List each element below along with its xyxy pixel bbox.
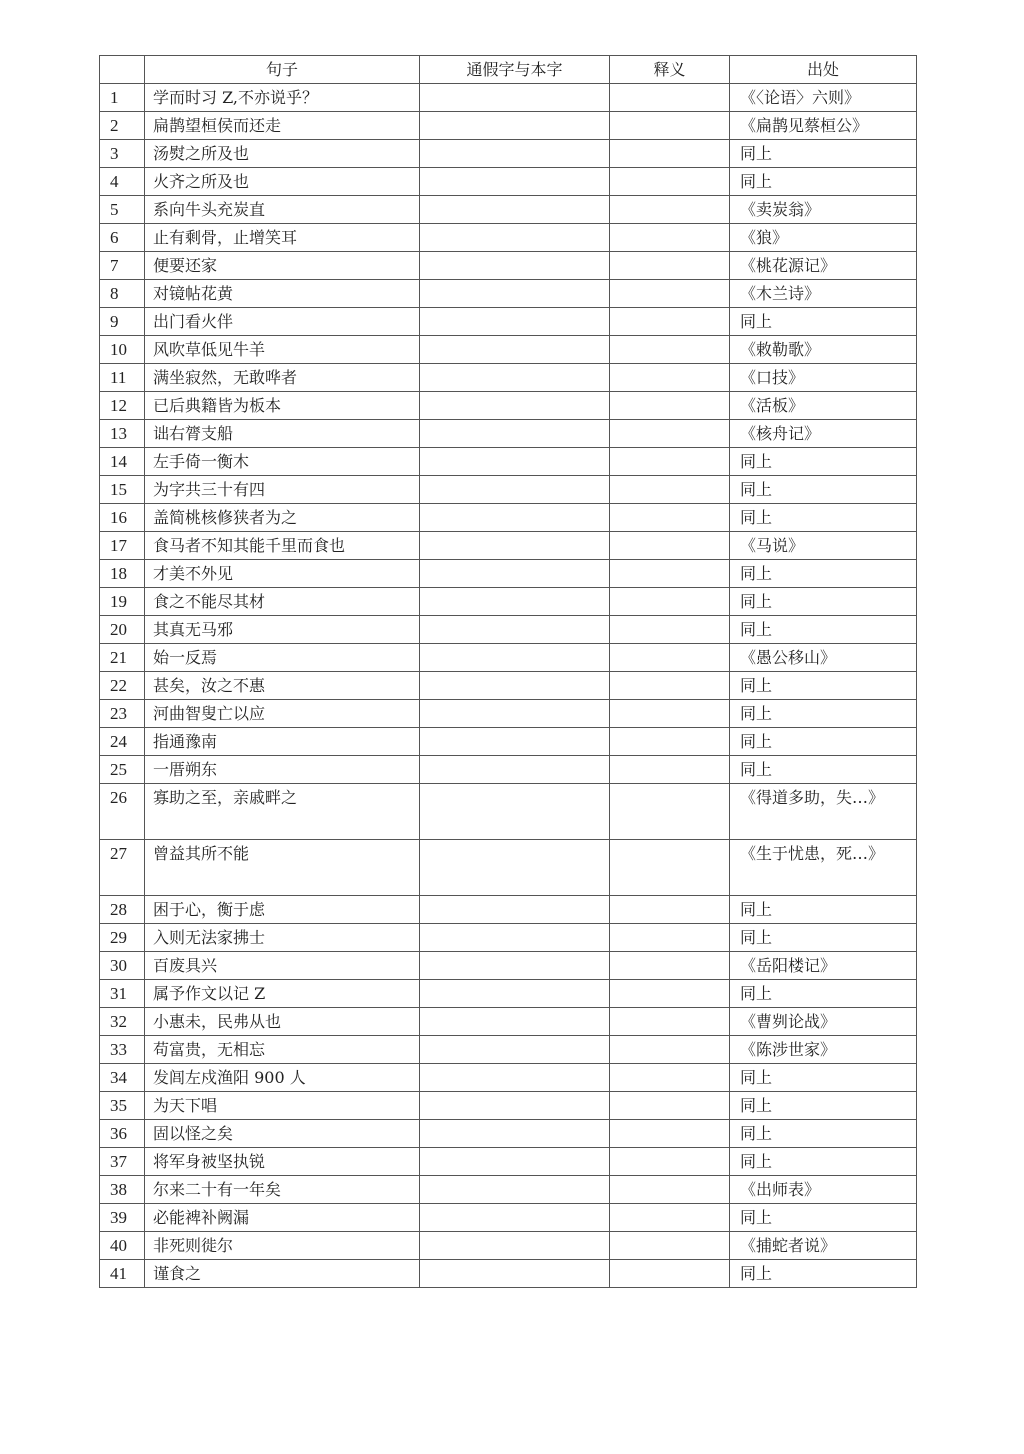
table-body bbox=[100, 84, 917, 1288]
sentence-cell: 属予作文以记 Z bbox=[145, 980, 420, 1008]
meaning-cell bbox=[610, 504, 730, 532]
meaning-cell bbox=[610, 616, 730, 644]
table-row bbox=[100, 252, 917, 280]
sentence-cell: 困于心，衡于虑 bbox=[145, 896, 420, 924]
sentence-cell: 一厝朔东 bbox=[145, 756, 420, 784]
row-number: 29 bbox=[100, 924, 145, 952]
meaning-cell bbox=[610, 1176, 730, 1204]
sentence-cell: 诎右膂支船 bbox=[145, 420, 420, 448]
meaning-cell bbox=[610, 140, 730, 168]
row-number: 17 bbox=[100, 532, 145, 560]
row-number: 11 bbox=[100, 364, 145, 392]
meaning-cell bbox=[610, 420, 730, 448]
table-row bbox=[100, 308, 917, 336]
tongjia-cell bbox=[420, 448, 610, 476]
tongjia-cell bbox=[420, 588, 610, 616]
sentence-cell: 指通豫南 bbox=[145, 728, 420, 756]
table-row bbox=[100, 392, 917, 420]
table-row bbox=[100, 952, 917, 980]
source-cell: 同上 bbox=[730, 924, 917, 952]
source-cell: 同上 bbox=[730, 560, 917, 588]
meaning-cell bbox=[610, 980, 730, 1008]
tongjia-cell bbox=[420, 784, 610, 840]
meaning-cell bbox=[610, 840, 730, 896]
tongjia-cell bbox=[420, 1064, 610, 1092]
source-cell: 同上 bbox=[730, 448, 917, 476]
row-number: 39 bbox=[100, 1204, 145, 1232]
meaning-cell bbox=[610, 476, 730, 504]
tongjia-cell bbox=[420, 1204, 610, 1232]
row-number: 35 bbox=[100, 1092, 145, 1120]
table-row bbox=[100, 616, 917, 644]
sentence-cell: 苟富贵，无相忘 bbox=[145, 1036, 420, 1064]
tongjia-cell bbox=[420, 392, 610, 420]
row-number: 19 bbox=[100, 588, 145, 616]
table-row bbox=[100, 840, 917, 896]
tongjia-cell bbox=[420, 1036, 610, 1064]
tongjia-cell bbox=[420, 532, 610, 560]
header-row bbox=[100, 56, 917, 84]
tongjia-cell bbox=[420, 224, 610, 252]
row-number: 22 bbox=[100, 672, 145, 700]
sentence-cell: 河曲智叟亡以应 bbox=[145, 700, 420, 728]
tongjia-cell bbox=[420, 84, 610, 112]
tongjia-cell bbox=[420, 616, 610, 644]
sentence-cell: 为字共三十有四 bbox=[145, 476, 420, 504]
table-row bbox=[100, 980, 917, 1008]
sentence-cell: 寡助之至，亲戚畔之 bbox=[145, 784, 420, 840]
row-number: 40 bbox=[100, 1232, 145, 1260]
meaning-cell bbox=[610, 1092, 730, 1120]
row-number: 28 bbox=[100, 896, 145, 924]
source-cell: 同上 bbox=[730, 476, 917, 504]
tongjia-cell bbox=[420, 1232, 610, 1260]
row-number: 30 bbox=[100, 952, 145, 980]
row-number: 14 bbox=[100, 448, 145, 476]
sentence-cell: 扁鹊望桓侯而还走 bbox=[145, 112, 420, 140]
sentence-cell: 汤熨之所及也 bbox=[145, 140, 420, 168]
row-number: 15 bbox=[100, 476, 145, 504]
source-cell: 《陈涉世家》 bbox=[730, 1036, 917, 1064]
table-row bbox=[100, 1036, 917, 1064]
sentence-cell: 食之不能尽其材 bbox=[145, 588, 420, 616]
meaning-cell bbox=[610, 560, 730, 588]
source-cell: 《得道多助，失…》 bbox=[730, 784, 917, 840]
header-sentence: 句子 bbox=[145, 56, 420, 84]
row-number: 26 bbox=[100, 784, 145, 840]
table-row bbox=[100, 896, 917, 924]
tongjia-cell bbox=[420, 1148, 610, 1176]
source-cell: 《马说》 bbox=[730, 532, 917, 560]
source-cell: 同上 bbox=[730, 756, 917, 784]
tongjia-cell bbox=[420, 420, 610, 448]
meaning-cell bbox=[610, 784, 730, 840]
source-cell: 《出师表》 bbox=[730, 1176, 917, 1204]
row-number: 20 bbox=[100, 616, 145, 644]
source-cell: 《桃花源记》 bbox=[730, 252, 917, 280]
row-number: 23 bbox=[100, 700, 145, 728]
meaning-cell bbox=[610, 1008, 730, 1036]
tongjia-cell bbox=[420, 1120, 610, 1148]
meaning-cell bbox=[610, 112, 730, 140]
table-row bbox=[100, 924, 917, 952]
sentence-cell: 将军身被坚执锐 bbox=[145, 1148, 420, 1176]
sentence-cell: 食马者不知其能千里而食也 bbox=[145, 532, 420, 560]
tongjia-cell bbox=[420, 364, 610, 392]
tongjia-cell bbox=[420, 896, 610, 924]
table-row bbox=[100, 1092, 917, 1120]
meaning-cell bbox=[610, 1120, 730, 1148]
meaning-cell bbox=[610, 336, 730, 364]
header-number bbox=[100, 56, 145, 84]
source-cell: 同上 bbox=[730, 1148, 917, 1176]
sentence-cell: 便要还家 bbox=[145, 252, 420, 280]
meaning-cell bbox=[610, 896, 730, 924]
tongjia-cell bbox=[420, 112, 610, 140]
meaning-cell bbox=[610, 1260, 730, 1288]
sentence-cell: 甚矣，汝之不惠 bbox=[145, 672, 420, 700]
sentence-cell: 非死则徙尔 bbox=[145, 1232, 420, 1260]
row-number: 5 bbox=[100, 196, 145, 224]
meaning-cell bbox=[610, 644, 730, 672]
sentence-cell: 火齐之所及也 bbox=[145, 168, 420, 196]
source-cell: 《狼》 bbox=[730, 224, 917, 252]
table-row bbox=[100, 224, 917, 252]
tongjia-cell bbox=[420, 756, 610, 784]
table-row bbox=[100, 700, 917, 728]
source-cell: 《扁鹊见蔡桓公》 bbox=[730, 112, 917, 140]
meaning-cell bbox=[610, 280, 730, 308]
sentence-cell: 曾益其所不能 bbox=[145, 840, 420, 896]
sentence-cell: 入则无法家拂士 bbox=[145, 924, 420, 952]
table-row bbox=[100, 728, 917, 756]
row-number: 16 bbox=[100, 504, 145, 532]
tongjia-cell bbox=[420, 252, 610, 280]
tongjia-cell bbox=[420, 1092, 610, 1120]
source-cell: 同上 bbox=[730, 168, 917, 196]
tongjia-cell bbox=[420, 280, 610, 308]
row-number: 7 bbox=[100, 252, 145, 280]
table-row bbox=[100, 1204, 917, 1232]
table-row bbox=[100, 588, 917, 616]
source-cell: 同上 bbox=[730, 1120, 917, 1148]
meaning-cell bbox=[610, 224, 730, 252]
source-cell: 《〈论语〉六则》 bbox=[730, 84, 917, 112]
tongjia-cell bbox=[420, 476, 610, 504]
table-row bbox=[100, 364, 917, 392]
sentence-cell: 对镜帖花黄 bbox=[145, 280, 420, 308]
row-number: 37 bbox=[100, 1148, 145, 1176]
table-row bbox=[100, 336, 917, 364]
source-cell: 《口技》 bbox=[730, 364, 917, 392]
tongjia-table bbox=[99, 55, 917, 1288]
source-cell: 《捕蛇者说》 bbox=[730, 1232, 917, 1260]
row-number: 13 bbox=[100, 420, 145, 448]
sentence-cell: 小惠未，民弗从也 bbox=[145, 1008, 420, 1036]
meaning-cell bbox=[610, 1036, 730, 1064]
meaning-cell bbox=[610, 252, 730, 280]
source-cell: 《愚公移山》 bbox=[730, 644, 917, 672]
source-cell: 同上 bbox=[730, 588, 917, 616]
meaning-cell bbox=[610, 1148, 730, 1176]
tongjia-cell bbox=[420, 560, 610, 588]
meaning-cell bbox=[610, 1204, 730, 1232]
table-row bbox=[100, 196, 917, 224]
source-cell: 同上 bbox=[730, 140, 917, 168]
row-number: 4 bbox=[100, 168, 145, 196]
table-row bbox=[100, 672, 917, 700]
sentence-cell: 已后典籍皆为板本 bbox=[145, 392, 420, 420]
table-row bbox=[100, 168, 917, 196]
meaning-cell bbox=[610, 448, 730, 476]
source-cell: 同上 bbox=[730, 1064, 917, 1092]
meaning-cell bbox=[610, 168, 730, 196]
row-number: 1 bbox=[100, 84, 145, 112]
row-number: 36 bbox=[100, 1120, 145, 1148]
sentence-cell: 其真无马邪 bbox=[145, 616, 420, 644]
tongjia-cell bbox=[420, 504, 610, 532]
sentence-cell: 止有剩骨，止增笑耳 bbox=[145, 224, 420, 252]
header-source: 出处 bbox=[730, 56, 917, 84]
row-number: 8 bbox=[100, 280, 145, 308]
table-row bbox=[100, 476, 917, 504]
sentence-cell: 满坐寂然，无敢哗者 bbox=[145, 364, 420, 392]
source-cell: 同上 bbox=[730, 896, 917, 924]
source-cell: 《卖炭翁》 bbox=[730, 196, 917, 224]
tongjia-cell bbox=[420, 168, 610, 196]
sentence-cell: 谨食之 bbox=[145, 1260, 420, 1288]
header-meaning: 释义 bbox=[610, 56, 730, 84]
source-cell: 同上 bbox=[730, 980, 917, 1008]
table-row bbox=[100, 448, 917, 476]
source-cell: 同上 bbox=[730, 1092, 917, 1120]
row-number: 25 bbox=[100, 756, 145, 784]
table-row bbox=[100, 784, 917, 840]
tongjia-cell bbox=[420, 924, 610, 952]
sentence-cell: 为天下唱 bbox=[145, 1092, 420, 1120]
source-cell: 《生于忧患，死…》 bbox=[730, 840, 917, 896]
meaning-cell bbox=[610, 1232, 730, 1260]
sentence-cell: 始一反焉 bbox=[145, 644, 420, 672]
meaning-cell bbox=[610, 364, 730, 392]
meaning-cell bbox=[610, 392, 730, 420]
source-cell: 《活板》 bbox=[730, 392, 917, 420]
sentence-cell: 盖简桃核修狭者为之 bbox=[145, 504, 420, 532]
source-cell: 同上 bbox=[730, 308, 917, 336]
meaning-cell bbox=[610, 532, 730, 560]
source-cell: 同上 bbox=[730, 1204, 917, 1232]
table-row bbox=[100, 756, 917, 784]
tongjia-cell bbox=[420, 980, 610, 1008]
table-row bbox=[100, 1148, 917, 1176]
table-row bbox=[100, 140, 917, 168]
source-cell: 同上 bbox=[730, 616, 917, 644]
table-row bbox=[100, 504, 917, 532]
row-number: 6 bbox=[100, 224, 145, 252]
table-row bbox=[100, 644, 917, 672]
tongjia-cell bbox=[420, 140, 610, 168]
row-number: 18 bbox=[100, 560, 145, 588]
row-number: 31 bbox=[100, 980, 145, 1008]
source-cell: 《敕勒歌》 bbox=[730, 336, 917, 364]
sentence-cell: 出门看火伴 bbox=[145, 308, 420, 336]
table-row bbox=[100, 1064, 917, 1092]
row-number: 32 bbox=[100, 1008, 145, 1036]
sentence-cell: 左手倚一衡木 bbox=[145, 448, 420, 476]
source-cell: 《核舟记》 bbox=[730, 420, 917, 448]
row-number: 24 bbox=[100, 728, 145, 756]
table-row bbox=[100, 1260, 917, 1288]
table-row bbox=[100, 420, 917, 448]
sentence-cell: 才美不外见 bbox=[145, 560, 420, 588]
source-cell: 《岳阳楼记》 bbox=[730, 952, 917, 980]
row-number: 3 bbox=[100, 140, 145, 168]
row-number: 38 bbox=[100, 1176, 145, 1204]
sentence-cell: 尔来二十有一年矣 bbox=[145, 1176, 420, 1204]
tongjia-cell bbox=[420, 728, 610, 756]
sentence-cell: 发闾左戍渔阳 900 人 bbox=[145, 1064, 420, 1092]
meaning-cell bbox=[610, 196, 730, 224]
source-cell: 《曹刿论战》 bbox=[730, 1008, 917, 1036]
tongjia-cell bbox=[420, 700, 610, 728]
row-number: 10 bbox=[100, 336, 145, 364]
table-row bbox=[100, 84, 917, 112]
source-cell: 同上 bbox=[730, 700, 917, 728]
source-cell: 同上 bbox=[730, 1260, 917, 1288]
source-cell: 《木兰诗》 bbox=[730, 280, 917, 308]
row-number: 41 bbox=[100, 1260, 145, 1288]
table-row bbox=[100, 280, 917, 308]
row-number: 34 bbox=[100, 1064, 145, 1092]
tongjia-cell bbox=[420, 672, 610, 700]
sentence-cell: 学而时习 Z,不亦说乎？ bbox=[145, 84, 420, 112]
meaning-cell bbox=[610, 84, 730, 112]
table-row bbox=[100, 112, 917, 140]
table-row bbox=[100, 1008, 917, 1036]
sentence-cell: 百废具兴 bbox=[145, 952, 420, 980]
tongjia-cell bbox=[420, 1008, 610, 1036]
meaning-cell bbox=[610, 1064, 730, 1092]
sentence-cell: 风吹草低见牛羊 bbox=[145, 336, 420, 364]
sentence-cell: 必能裨补阙漏 bbox=[145, 1204, 420, 1232]
row-number: 27 bbox=[100, 840, 145, 896]
table-row bbox=[100, 1232, 917, 1260]
meaning-cell bbox=[610, 756, 730, 784]
table-row bbox=[100, 532, 917, 560]
row-number: 9 bbox=[100, 308, 145, 336]
tongjia-cell bbox=[420, 308, 610, 336]
tongjia-cell bbox=[420, 1176, 610, 1204]
meaning-cell bbox=[610, 728, 730, 756]
row-number: 12 bbox=[100, 392, 145, 420]
table-row bbox=[100, 560, 917, 588]
tongjia-cell bbox=[420, 336, 610, 364]
tongjia-cell bbox=[420, 644, 610, 672]
sentence-cell: 系向牛头充炭直 bbox=[145, 196, 420, 224]
row-number: 21 bbox=[100, 644, 145, 672]
tongjia-cell bbox=[420, 196, 610, 224]
tongjia-cell bbox=[420, 840, 610, 896]
sentence-cell: 固以怪之矣 bbox=[145, 1120, 420, 1148]
tongjia-cell bbox=[420, 952, 610, 980]
row-number: 2 bbox=[100, 112, 145, 140]
header-tongjia: 通假字与本字 bbox=[420, 56, 610, 84]
table-row bbox=[100, 1176, 917, 1204]
table-row bbox=[100, 1120, 917, 1148]
meaning-cell bbox=[610, 672, 730, 700]
meaning-cell bbox=[610, 952, 730, 980]
row-number: 33 bbox=[100, 1036, 145, 1064]
source-cell: 同上 bbox=[730, 504, 917, 532]
meaning-cell bbox=[610, 700, 730, 728]
meaning-cell bbox=[610, 924, 730, 952]
meaning-cell bbox=[610, 588, 730, 616]
source-cell: 同上 bbox=[730, 728, 917, 756]
meaning-cell bbox=[610, 308, 730, 336]
tongjia-cell bbox=[420, 1260, 610, 1288]
source-cell: 同上 bbox=[730, 672, 917, 700]
